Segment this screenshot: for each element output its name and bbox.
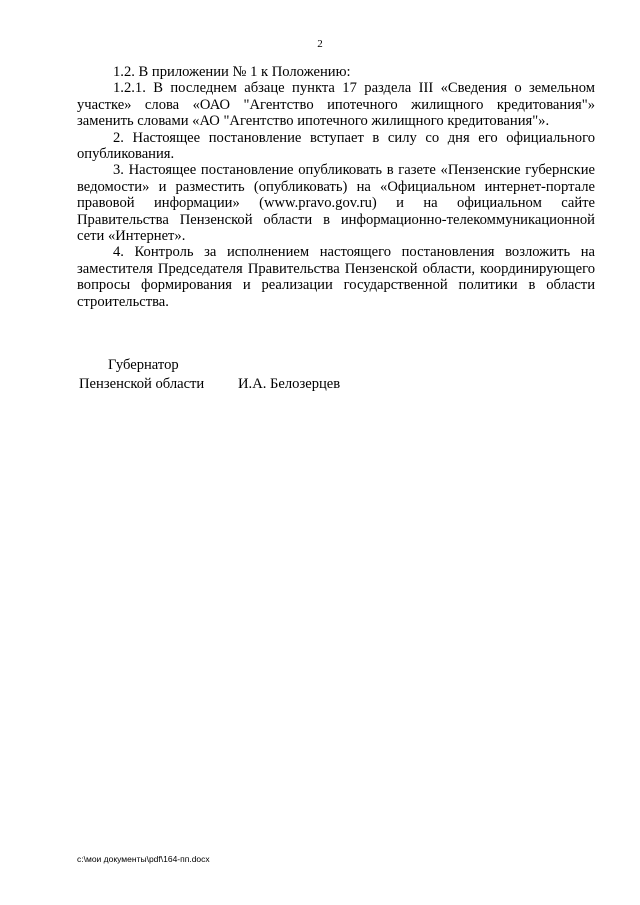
signature-region: Пензенской области (79, 376, 205, 392)
paragraph-4: 4. Контроль за исполнением настоящего постановления возложить на заместителя Председателя Правительства Пензенской области, координирующего вопросы формирования и реализации государственной политики в области строительства. (77, 244, 595, 310)
paragraph-1-2-1: 1.2.1. В последнем абзаце пункта 17 раздела III «Сведения о земельном участке» слова «ОАО "Агентство ипотечного жилищного кредитования"» заменить словами «АО "Агентство ипотечного жилищного кредитования"». (77, 80, 595, 130)
paragraph-2: 2. Настоящее постановление вступает в силу со дня его официального опубликования. (77, 129, 595, 163)
footer-file-path: c:\мои документы\pdf\164-пп.docx (77, 854, 210, 864)
signature-title: Губернатор (108, 357, 179, 373)
signature-name: И.А. Белозерцев (238, 376, 341, 392)
page-number: 2 (317, 38, 323, 50)
document-body (77, 64, 595, 310)
paragraph-1-2: 1.2. В приложении № 1 к Положению: (113, 64, 351, 80)
paragraph-3: 3. Настоящее постановление опубликовать в газете «Пензенские губернские ведомости» и разместить (опубликовать) на «Официальном интернет-портале правовой информации» (www.pravo.gov.ru) и на официальном сайте Правительства Пензенской области в информационно-телекоммуникационной сети «Интернет». (77, 162, 595, 245)
